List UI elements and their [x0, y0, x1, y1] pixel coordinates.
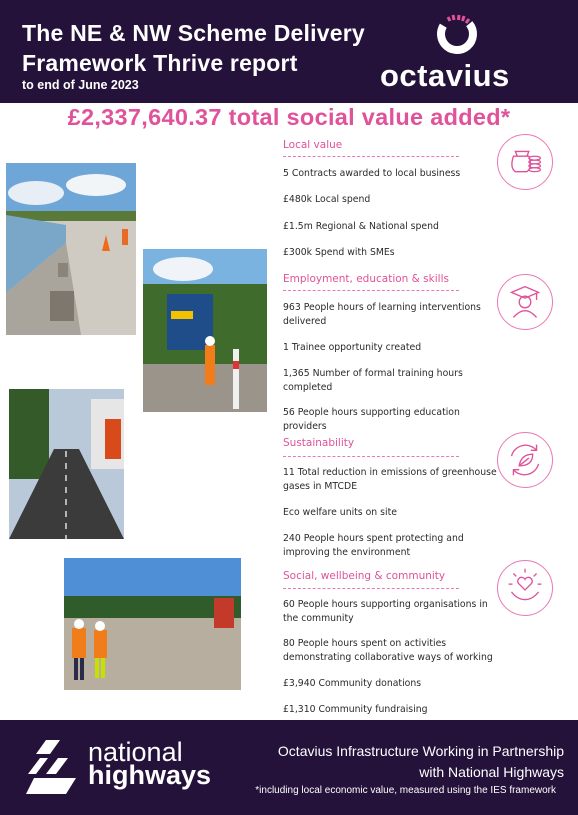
local-value-item: £300k Spend with SMEs [283, 247, 395, 258]
national-highways-logo-word-1: national [88, 737, 183, 767]
octavius-ring-icon [435, 12, 479, 56]
sustainability-item: Eco welfare units on site [283, 507, 397, 518]
section-title-social: Social, wellbeing & community [283, 570, 446, 582]
social-item: £3,940 Community donations [283, 678, 422, 689]
section-title-employment: Employment, education & skills [283, 273, 449, 285]
section-title-local-value: Local value [283, 139, 343, 151]
section-divider [283, 290, 459, 291]
octavius-logo: octavius [380, 58, 510, 93]
section-divider [283, 456, 459, 457]
local-value-item: £480k Local spend [283, 194, 371, 205]
title-line-2: Framework Thrive report [22, 50, 298, 76]
road-sign-worker-photo [143, 249, 267, 412]
local-value-item: 5 Contracts awarded to local business [283, 168, 461, 179]
employment-item: 963 People hours of learning interventions delivered [283, 302, 481, 327]
national-highways-mark-icon [26, 740, 82, 798]
social-item: 60 People hours supporting organisations in the community [283, 599, 488, 624]
report-title [22, 18, 365, 78]
employment-item: 1 Trainee opportunity created [283, 342, 422, 353]
site-team-photo [64, 558, 241, 690]
national-highways-logo-word-2: highways [88, 760, 212, 790]
employment-item: 56 People hours supporting education providers [283, 407, 460, 432]
local-value-item: £1.5m Regional & National spend [283, 221, 439, 232]
partner-line-2: with National Highways [419, 764, 564, 780]
graduate-person-icon [497, 274, 553, 330]
section-divider [283, 588, 459, 589]
footnote: *including local economic value, measured using the IES framework [255, 785, 556, 796]
heart-hands-icon [497, 560, 553, 616]
section-title-sustainability: Sustainability [283, 437, 355, 449]
title-line-1: The NE & NW Scheme Delivery [22, 20, 365, 46]
social-item: 80 People hours spent on activities demonstrating collaborative ways of working [283, 638, 493, 663]
sustainability-item: 240 People hours spent protecting and improving the environment [283, 533, 464, 558]
partnership-statement [224, 741, 564, 783]
partner-line-1: Octavius Infrastructure Working in Partnership [277, 743, 564, 759]
report-period: to end of June 2023 [22, 78, 139, 92]
sustainability-item: 11 Total reduction in emissions of greenhouse gases in MTCDE [283, 467, 497, 492]
total-social-value-headline: £2,337,640.37 total social value added* [67, 104, 511, 130]
social-item: £1,310 Community fundraising [283, 704, 428, 715]
employment-item: 1,365 Number of formal training hours completed [283, 368, 463, 393]
leaf-cycle-icon [497, 432, 553, 488]
money-bag-coins-icon [497, 134, 553, 190]
section-divider [283, 156, 459, 157]
bridge-works-photo [6, 163, 136, 335]
carriageway-photo [9, 389, 124, 539]
